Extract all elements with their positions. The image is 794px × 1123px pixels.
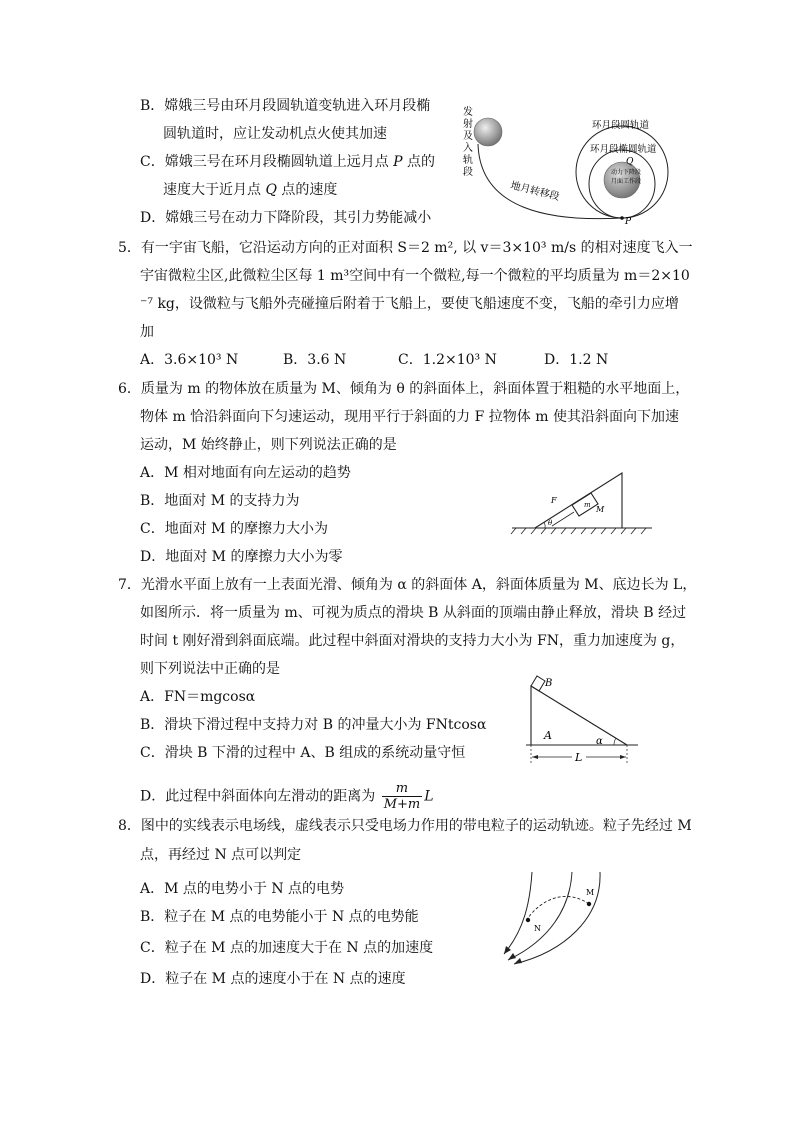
q6-line3: 运动，M 始终静止，则下列说法正确的是 (140, 437, 397, 453)
field-arrow-1 (504, 946, 511, 954)
label-alpha: α (596, 736, 603, 747)
orbit-figure (450, 100, 680, 230)
label-M: M (596, 505, 605, 514)
particle-trajectory (528, 896, 589, 918)
q4-option-c-line2: 速度大于近月点 Q 点的速度 (163, 182, 338, 198)
svg-text:入: 入 (463, 143, 473, 154)
q6-line2: 物体 m 恰沿斜面向下匀速运动，现用平行于斜面的力 F 拉物体 m 使其沿斜面向下加速 (140, 409, 679, 425)
q6-line1: 6．质量为 m 的物体放在质量为 M、倾角为 θ 的斜面体上，斜面体置于粗糙的水平地面上， (118, 381, 690, 397)
point-q-label: Q (626, 157, 634, 167)
elliptical-orbit-label: 环月段椭圆轨道 (590, 144, 657, 155)
q7-line1: 7．光滑水平面上放有一上表面光滑、倾角为 α 的斜面体 A，斜面体质量为 M、底边长为 L， (118, 577, 697, 593)
q4-option-c-line1: C．嫦娥三号在环月段椭圆轨道上远月点 P 点的 (140, 154, 436, 170)
circular-orbit-label: 环月段圆轨道 (592, 120, 650, 131)
field-line-3 (514, 872, 600, 964)
force-f-arrow (552, 512, 574, 526)
launch-label (463, 105, 473, 178)
q8-option-a: A．M 点的电势小于 N 点的电势 (140, 881, 345, 897)
q5-option-c: C．1.2×10³ N (398, 352, 497, 368)
q4-option-b-line1: B．嫦娥三号由环月段圆轨道变轨进入环月段椭 (140, 98, 431, 114)
q5-line1: 5．有一宇宙飞船，它沿运动方向的正对面积 S＝2 m², 以 v＝3×10³ m/s 的相对速度飞入一 (118, 240, 693, 256)
q4-option-d: D．嫦娥三号在动力下降阶段，其引力势能减小 (140, 210, 432, 226)
q8-option-d: D．粒子在 M 点的速度小于在 N 点的速度 (140, 971, 406, 987)
ground-hatching (511, 528, 646, 534)
angle-arc (544, 522, 545, 528)
field-arrow-2 (508, 953, 516, 960)
label-theta: θ (548, 519, 553, 527)
q7-option-b: B．滑块下滑过程中支持力对 B 的冲量大小为 FNtcosα (140, 717, 487, 733)
label-A: A (544, 729, 552, 742)
incline-figure-q6 (508, 470, 658, 540)
field-line-2 (508, 872, 572, 960)
q8-line2: 点，再经过 N 点可以判定 (140, 847, 302, 863)
transfer-label: 地月转移段 (509, 180, 561, 204)
q8-option-b: B．粒子在 M 点的电势能小于 N 点的电势能 (140, 909, 419, 925)
q7-option-a: A．FN＝mgcosα (140, 689, 256, 705)
q5-option-a: A．3.6×10³ N (140, 352, 239, 368)
q7-option-d: D．此过程中斜面体向左滑动的距离为 $\frac{m}{M+m}$ L (140, 781, 434, 812)
svg-text:段: 段 (463, 167, 473, 178)
point-p (620, 216, 624, 220)
incline-figure-q7 (522, 672, 642, 767)
svg-text:及: 及 (463, 131, 473, 142)
q5-line3: ⁻⁷ kg，设微粒与飞船外壳碰撞后附着于飞船上，要使飞船速度不变，飞船的牵引力应增 (140, 296, 679, 312)
label-m: m (584, 501, 591, 509)
point-n (526, 918, 530, 922)
angle-arc (614, 738, 616, 745)
field-line-1 (504, 872, 532, 954)
q8-option-c: C．粒子在 M 点的加速度大于在 N 点的加速度 (140, 940, 434, 956)
svg-text:轨: 轨 (463, 155, 473, 166)
dim-arrow-left (532, 755, 538, 759)
label-N: N (534, 924, 541, 933)
moon-label-2: 月面工作段 (611, 178, 642, 185)
q4-option-b-line2: 圆轨道时，应让发动机点火使其加速 (163, 126, 387, 142)
q6-option-d: D．地面对 M 的摩擦力大小为零 (140, 549, 343, 565)
q7-line4: 则下列说法中正确的是 (140, 661, 280, 677)
q5-option-d: D．1.2 N (544, 352, 609, 368)
q5-line4: 加 (140, 324, 154, 340)
label-F: F (551, 496, 557, 505)
field-arrow-3 (514, 958, 522, 964)
label-M: M (586, 888, 595, 897)
point-m (587, 902, 591, 906)
q7-line3: 时间 t 刚好滑到斜面底端。此过程中斜面对滑块的支持力大小为 FN，重力加速度为 g， (140, 633, 685, 649)
q8-line1: 8．图中的实线表示电场线，虚线表示只受电场力作用的带电粒子的运动轨迹。粒子先经过 M (118, 818, 692, 834)
moon-label-1: 动力下降段 (611, 169, 642, 176)
q6-option-b: B．地面对 M 的支持力为 (140, 493, 300, 509)
field-lines-figure (494, 868, 614, 968)
fraction: $\frac{m}{M+m}$ (383, 781, 421, 812)
svg-text:射: 射 (463, 119, 473, 130)
q5-line2: 宇宙微粒尘区,此微粒尘区每 1 m³空间中有一个微粒,每一个微粒的平均质量为 m＝2×10 (140, 268, 690, 284)
label-B: B (545, 678, 553, 689)
q6-option-c: C．地面对 M 的摩擦力大小为 (140, 521, 328, 537)
transfer-trajectory (478, 144, 622, 219)
q7-option-c: C．滑块 B 下滑的过程中 A、B 组成的系统动量守恒 (140, 745, 466, 761)
q5-option-b: B．3.6 N (283, 352, 347, 368)
earth (474, 118, 502, 146)
dim-arrow-right (620, 755, 626, 759)
block-B (531, 676, 545, 691)
q7-line2: 如图所示．将一质量为 m、可视为质点的滑块 B 从斜面的顶端由静止释放，滑块 B 经过 (140, 605, 687, 621)
svg-text:发: 发 (463, 107, 473, 118)
label-L: L (575, 751, 583, 764)
point-p-label: P (625, 217, 632, 227)
q6-option-a: A．M 相对地面有向左运动的趋势 (140, 465, 351, 481)
